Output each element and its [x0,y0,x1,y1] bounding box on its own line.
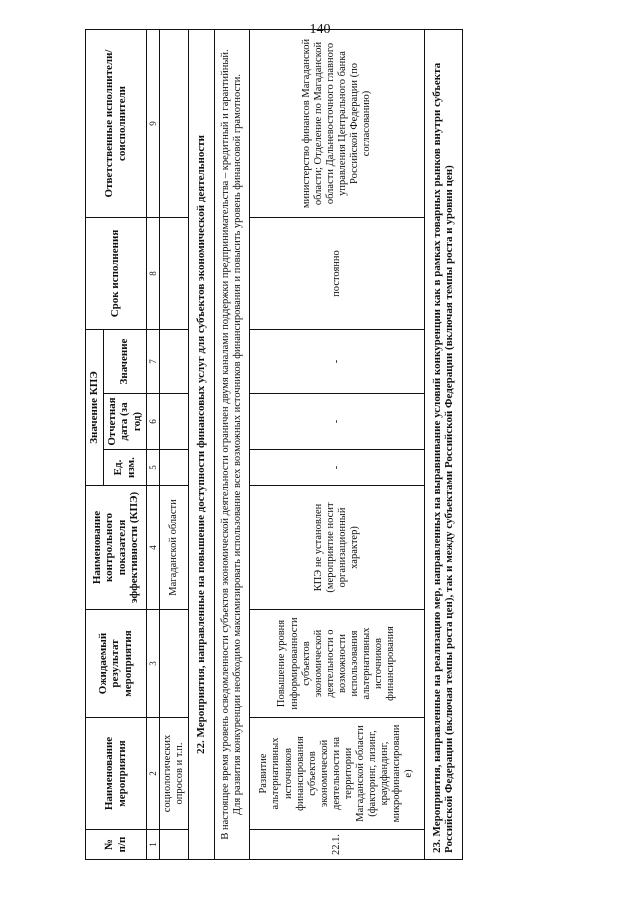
col-unit-header: Ед. изм. [103,450,146,486]
table-cell [159,30,188,218]
section-22-title-row [189,30,215,860]
responsible: министерство финансов Магаданской области; Отделение по Магаданской области Дальневосточного главного управления Центрального банка Российской Федерации (по согласованию) [249,30,424,218]
table-cell [159,830,188,860]
column-number: 4 [146,486,159,610]
rotated-page-content [85,30,540,860]
table-cell: социологических опросов и т.п. [159,718,188,830]
column-number: 9 [146,30,159,218]
table-cell [159,450,188,486]
section-22-paragraph-row [214,30,249,860]
expected-result: Повышение уровня информированности субъектов экономической деятельности о возможности использования альтернативных источников финансирования [249,610,424,718]
column-number: 8 [146,218,159,330]
table-cell: Магаданской области [159,486,188,610]
section-23-title-row [424,30,462,860]
section-23-title: 23. Мероприятия, направленные на реализацию мер, направленных на выравнивание условий конкуренции как в рамках товарных рынков внутри субъекта Российской Федерации (включая темпы роста цен), так и между субъектами Российской Федерации (включая темпы роста и уровни цен) [424,30,462,860]
table-cell [159,610,188,718]
column-number: 2 [146,718,159,830]
kpe-date: - [249,394,424,450]
column-number: 3 [146,610,159,718]
continuation-row [159,30,188,860]
col-num-header: № п/п [86,830,147,860]
table-cell [159,330,188,394]
kpe-unit: - [249,450,424,486]
section-22-paragraph: В настоящее время уровень осведомленности субъектов экономической деятельности ограничен двумя каналами поддержки предпринимательства – кредитный и гарантийный. Для развития конкуренции необходимо максимизировать использование всех возможных источников финансирования и повысить уровень финансовой грамотности. [214,30,249,860]
col-name-header: Наименование мероприятия [86,718,147,830]
column-number: 7 [146,330,159,394]
col-term-header: Срок исполнения [86,218,147,330]
measures-table [85,29,463,860]
column-number: 6 [146,394,159,450]
table-cell [159,218,188,330]
col-value-header: Значение [103,330,146,394]
column-number: 5 [146,450,159,486]
col-date-header: Отчетная дата (за год) [103,394,146,450]
table-cell [159,394,188,450]
column-numbers-row [146,30,159,860]
term: постоянно [249,218,424,330]
section-22-title: 22. Мероприятия, направленные на повышение доступности финансовых услуг для субъектов экономической деятельности [189,30,215,860]
col-result-header: Ожидаемый результат мероприятия [86,610,147,718]
kpe-name: КПЭ не установлен (мероприятие носит организационный характер) [249,486,424,610]
page-number: 140 [309,22,331,37]
header-row [86,30,104,860]
measure-name: Развитие альтернативных источников финансирования субъектов экономической деятельности на территории Магаданской области (факторинг, лизинг, краудфандинг, микрофинансировани е) [249,718,424,830]
kpe-value: - [249,330,424,394]
col-responsible-header: Ответственные исполнители/ соисполнители [86,30,147,218]
col-kpe-header: Наименование контрольного показателя эффективности (КПЭ) [86,486,147,610]
table-row-22-1 [249,30,424,860]
row-number: 22.1. [249,830,424,860]
column-number: 1 [146,830,159,860]
kpe-value-group-header: Значение КПЭ [86,330,104,486]
